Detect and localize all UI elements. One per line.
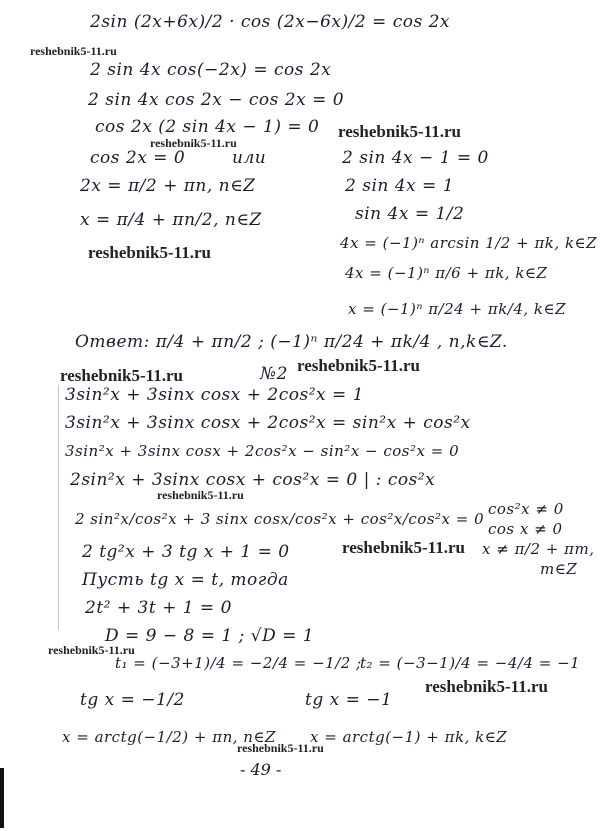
p1-branch-b-6: x = (−1)ⁿ π/24 + πk/4, k∈Z (348, 300, 567, 318)
p1-branch-b-1: 2 sin 4x − 1 = 0 (342, 148, 489, 168)
watermark: reshebnik5-11.ru (338, 122, 461, 141)
p2-line7: Пусть tg x = t, тогда (82, 570, 289, 590)
watermark: reshebnik5-11.ru (60, 366, 183, 385)
watermark: reshebnik5-11.ru (342, 538, 465, 557)
p1-branch-or: или (232, 148, 267, 168)
p2-line12a: tg x = −1/2 (80, 690, 185, 710)
watermark: reshebnik5-11.ru (48, 643, 135, 657)
p1-answer: Ответ: π/4 + πn/2 ; (−1)ⁿ π/24 + πk/4 , n,k∈Z. (75, 332, 508, 352)
watermark: reshebnik5-11.ru (150, 136, 237, 150)
p1-branch-a-2: 2x = π/2 + πn, n∈Z (80, 176, 256, 196)
p1-line4: cos 2x (2 sin 4x − 1) = 0 (95, 117, 320, 137)
watermark: reshebnik5-11.ru (157, 488, 244, 502)
margin-line (58, 385, 59, 630)
p2-cond4: m∈Z (540, 560, 578, 578)
watermark: reshebnik5-11.ru (88, 243, 211, 262)
p2-line10: t₁ = (−3+1)/4 = −2/4 = −1/2 ; (115, 654, 362, 672)
p1-branch-a-3: x = π/4 + πn/2, n∈Z (80, 210, 262, 230)
p1-line1: 2sin (2x+6x)/2 · cos (2x−6x)/2 = cos 2x (90, 12, 450, 32)
p2-line11: t₂ = (−3−1)/4 = −4/4 = −1 (360, 654, 581, 672)
p2-line3: 3sin²x + 3sinx cosx + 2cos²x − sin²x − cos²x = 0 (65, 442, 460, 460)
p1-branch-b-2: 2 sin 4x = 1 (345, 176, 455, 196)
watermark: reshebnik5-11.ru (425, 677, 548, 696)
p1-line3: 2 sin 4x cos 2x − cos 2x = 0 (88, 90, 345, 110)
p2-line13a: x = arctg(−1/2) + πn, n∈Z (62, 728, 276, 746)
p2-line5: 2 sin²x/cos²x + 3 sinx cosx/cos²x + cos²x/cos²x = 0 (75, 510, 485, 528)
p1-branch-b-3: sin 4x = 1/2 (355, 204, 465, 224)
watermark: reshebnik5-11.ru (30, 44, 117, 58)
p2-cond2: cos x ≠ 0 (488, 520, 563, 538)
p2-cond3: x ≠ π/2 + πm, (482, 540, 595, 558)
p2-line13b: x = arctg(−1) + πk, k∈Z (310, 728, 508, 746)
p2-line4: 2sin²x + 3sinx cosx + cos²x = 0 | : cos²x (70, 470, 436, 490)
p2-line8: 2t² + 3t + 1 = 0 (85, 598, 232, 618)
watermark: reshebnik5-11.ru (237, 741, 324, 755)
watermark: reshebnik5-11.ru (297, 356, 420, 375)
p2-cond1: cos²x ≠ 0 (488, 500, 564, 518)
p2-line9: D = 9 − 8 = 1 ; √D = 1 (105, 626, 315, 646)
p1-branch-a-1: cos 2x = 0 (90, 148, 186, 168)
page-number: - 49 - (240, 760, 282, 779)
p2-line2: 3sin²x + 3sinx cosx + 2cos²x = sin²x + cos²x (65, 413, 471, 433)
p2-number: №2 (260, 364, 288, 384)
p1-line2: 2 sin 4x cos(−2x) = cos 2x (90, 60, 332, 80)
p1-branch-b-5: 4x = (−1)ⁿ π/6 + πk, k∈Z (345, 264, 548, 282)
p2-line1: 3sin²x + 3sinx cosx + 2cos²x = 1 (65, 385, 364, 405)
p2-line6: 2 tg²x + 3 tg x + 1 = 0 (82, 542, 290, 562)
p1-branch-b-4: 4x = (−1)ⁿ arcsin 1/2 + πk, k∈Z (340, 234, 598, 252)
page-edge-mark (0, 768, 4, 828)
p2-line12b: tg x = −1 (305, 690, 393, 710)
